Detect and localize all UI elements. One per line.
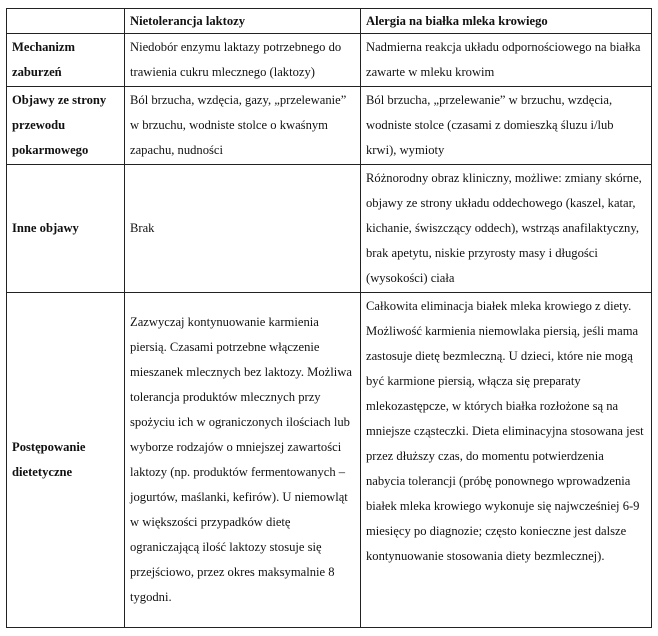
cell-lactose-diet: Zazwyczaj kontynuowanie karmienia piersią. Czasami potrzebne włączenie mieszanek mlecznych bez laktozy. Możliwa tolerancja produktów mlecznych przy spożyciu ich w ograniczonych ilościach lub wyborze rodzajów o mniejszej zawartości laktozy (np. produktów fermentowanych – jogurtów, maślanki, kefirów). U niemowląt w większości przypadków dietę ograniczającą ilość laktozy stosuje się przejściowo, przez okres maksymalnie 8 tygodni. <box>125 293 361 628</box>
table-header-row <box>7 9 652 34</box>
cell-allergy-mechanism: Nadmierna reakcja układu odpornościowego na białka zawarte w mleku krowim <box>361 34 652 87</box>
cell-allergy-other-symptoms: Różnorodny obraz kliniczny, możliwe: zmiany skórne, objawy ze strony układu oddechowego (kaszel, katar, kichanie, świszczący oddech), wstrząs anafilaktyczny, brak apetytu, niskie przyrosty masy i długości (wysokości) ciała <box>361 165 652 293</box>
cell-lactose-gi-symptoms: Ból brzucha, wzdęcia, gazy, „przelewanie” w brzuchu, wodniste stolce o kwaśnym zapachu, nudności <box>125 87 361 165</box>
table-row-mechanism <box>7 34 652 87</box>
cell-allergy-diet: Całkowita eliminacja białek mleka krowiego z diety. Możliwość karmienia niemowlaka piersią, jeśli mama zastosuje dietę bezmleczną. U dzieci, które nie mogą być karmione piersią, włącza się preparaty mlekozastępcze, w których białka rozłożone są na mniejsze cząsteczki. Dieta eliminacyjna stosowana jest przez dłuższy czas, do momentu potwierdzenia nabycia tolerancji (próbę ponownego wprowadzenia białek mleka krowiego wykonuje się najwcześniej 6-9 miesięcy po diagnozie; często konieczne jest dalsze kontynuowanie stosowania diety bezmlecznej). <box>361 293 652 628</box>
header-lactose-intolerance: Nietolerancja laktozy <box>125 9 361 34</box>
row-label-gi-symptoms: Objawy ze strony przewodu pokarmowego <box>7 87 125 165</box>
cell-lactose-other-symptoms: Brak <box>125 165 361 293</box>
row-label-other-symptoms: Inne objawy <box>7 165 125 293</box>
cell-lactose-mechanism: Niedobór enzymu laktazy potrzebnego do trawienia cukru mlecznego (laktozy) <box>125 34 361 87</box>
header-milk-protein-allergy: Alergia na białka mleka krowiego <box>361 9 652 34</box>
table-row-other-symptoms <box>7 165 652 293</box>
row-label-diet: Postępowanie dietetyczne <box>7 293 125 628</box>
cell-allergy-gi-symptoms: Ból brzucha, „przelewanie” w brzuchu, wzdęcia, wodniste stolce (czasami z domieszką śluzu i/lub krwi), wymioty <box>361 87 652 165</box>
comparison-table <box>6 8 652 628</box>
table-row-gi-symptoms <box>7 87 652 165</box>
header-corner-cell <box>7 9 125 34</box>
row-label-mechanism: Mechanizm zaburzeń <box>7 34 125 87</box>
table-row-diet <box>7 293 652 628</box>
